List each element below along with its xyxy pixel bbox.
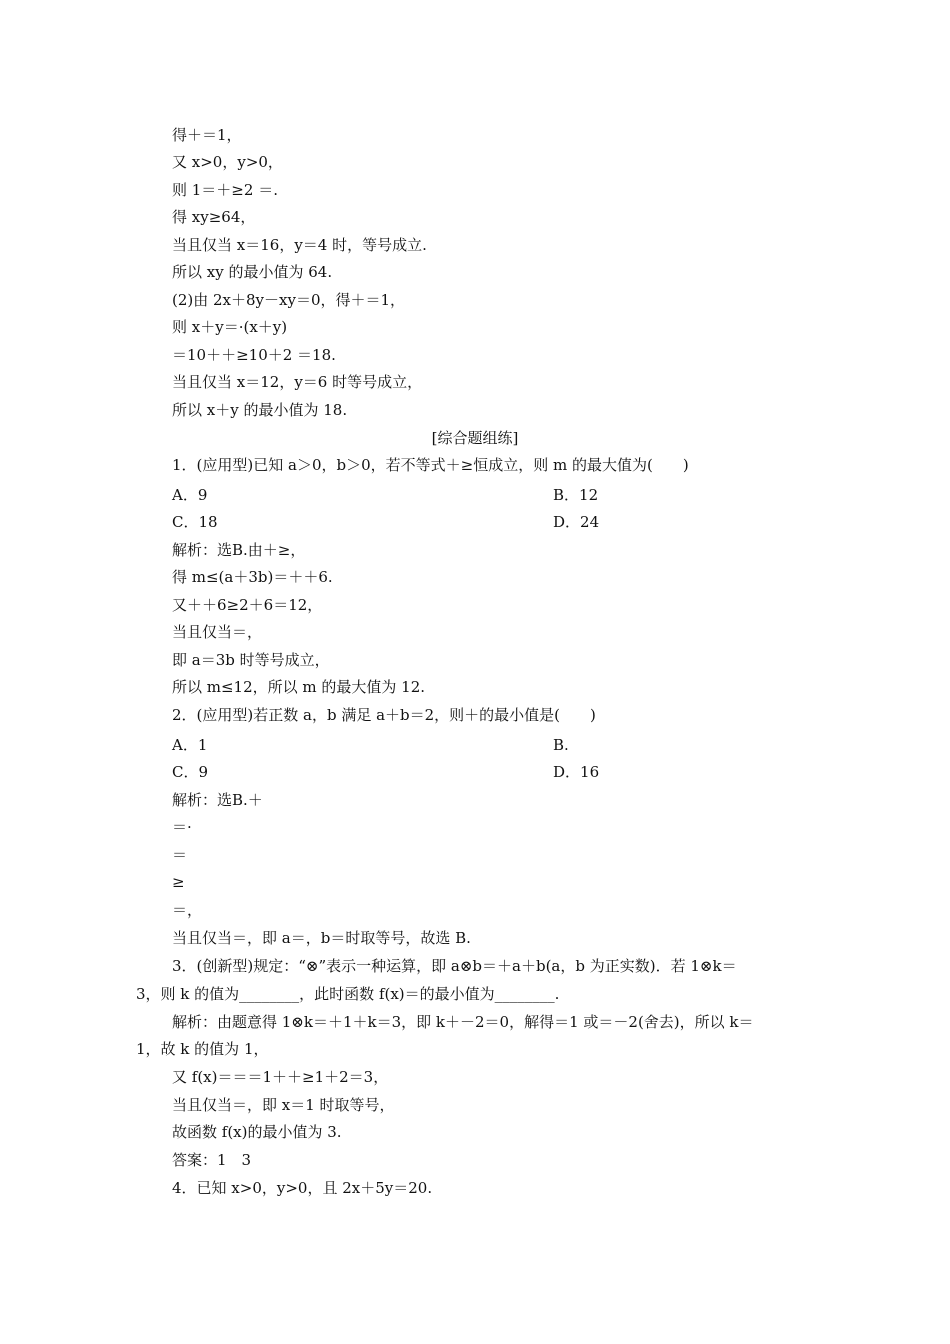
text-line: 则 x＋y＝·(x＋y) (172, 318, 288, 336)
option-a: A．9 (172, 486, 208, 504)
option-d: D．16 (553, 763, 600, 781)
text-line: 则 1＝＋≥2 ＝. (172, 181, 278, 199)
text-line: ＝ (172, 846, 188, 864)
text-line: 又 f(x)＝＝＝1＋＋≥1＋2＝3， (172, 1068, 389, 1086)
option-c: C．9 (172, 763, 209, 781)
text-line: (2)由 2x＋8y－xy＝0，得＋＝1， (172, 291, 406, 309)
text-line: ＝10＋＋≥10＋2 ＝18. (172, 346, 336, 364)
option-d: D．24 (553, 513, 600, 531)
text-line: ＝， (172, 901, 203, 919)
question-1: 1．(应用型)已知 a＞0，b＞0，若不等式＋≥恒成立，则 m 的最大值为( ) (172, 456, 689, 474)
section-heading: [综合题组练] (431, 429, 519, 447)
text-line: 所以 x＋y 的最小值为 18. (172, 401, 348, 419)
text-line: 得 m≤(a＋3b)＝＋＋6. (172, 568, 333, 586)
question-3: 3．(创新型)规定：“⊗”表示一种运算，即 a⊗b＝＋a＋b(a，b 为正实数)．若 1⊗k＝ (172, 957, 737, 975)
text-line: 当且仅当＝，即 a＝，b＝时取等号，故选 B. (172, 929, 471, 947)
text-line: ≥ (172, 873, 185, 891)
text-line: 当且仅当＝， (172, 623, 263, 641)
option-c: C．18 (172, 513, 218, 531)
text-line: 当且仅当 x＝12，y＝6 时等号成立， (172, 373, 423, 391)
option-b: B．12 (553, 486, 599, 504)
text-line: 得 xy≥64， (172, 208, 256, 226)
answer-line: 答案：1 3 (172, 1151, 252, 1169)
text-line: 当且仅当 x＝16，y＝4 时，等号成立. (172, 236, 427, 254)
text-line: 即 a＝3b 时等号成立， (172, 651, 330, 669)
text-line: 3，则 k 的值为________，此时函数 f(x)＝的最小值为________. (136, 985, 560, 1003)
text-line: 解析：由题意得 1⊗k＝＋1＋k＝3，即 k＋－2＝0，解得＝1 或＝－2(舍去)，所以 k＝ (172, 1013, 754, 1031)
option-a: A．1 (172, 736, 208, 754)
text-line: 解析：选B.由＋≥， (172, 541, 306, 559)
text-line: 所以 xy 的最小值为 64. (172, 263, 333, 281)
question-4: 4．已知 x>0，y>0，且 2x＋5y＝20. (172, 1179, 433, 1197)
text-line: 所以 m≤12，所以 m 的最大值为 12. (172, 678, 426, 696)
text-line: 1，故 k 的值为 1， (136, 1040, 269, 1058)
text-line: ＝· (172, 818, 192, 836)
text-line: 解析：选B.＋ (172, 791, 263, 809)
text-line: 又＋＋6≥2＋6＝12， (172, 596, 323, 614)
option-b: B. (553, 736, 569, 754)
text-line: 得＋＝1， (172, 126, 242, 144)
text-line: 当且仅当＝，即 x＝1 时取等号， (172, 1096, 395, 1114)
question-2: 2．(应用型)若正数 a，b 满足 a＋b＝2，则＋的最小值是( ) (172, 706, 596, 724)
text-line: 故函数 f(x)的最小值为 3. (172, 1123, 342, 1141)
text-line: 又 x>0，y>0， (172, 153, 283, 171)
